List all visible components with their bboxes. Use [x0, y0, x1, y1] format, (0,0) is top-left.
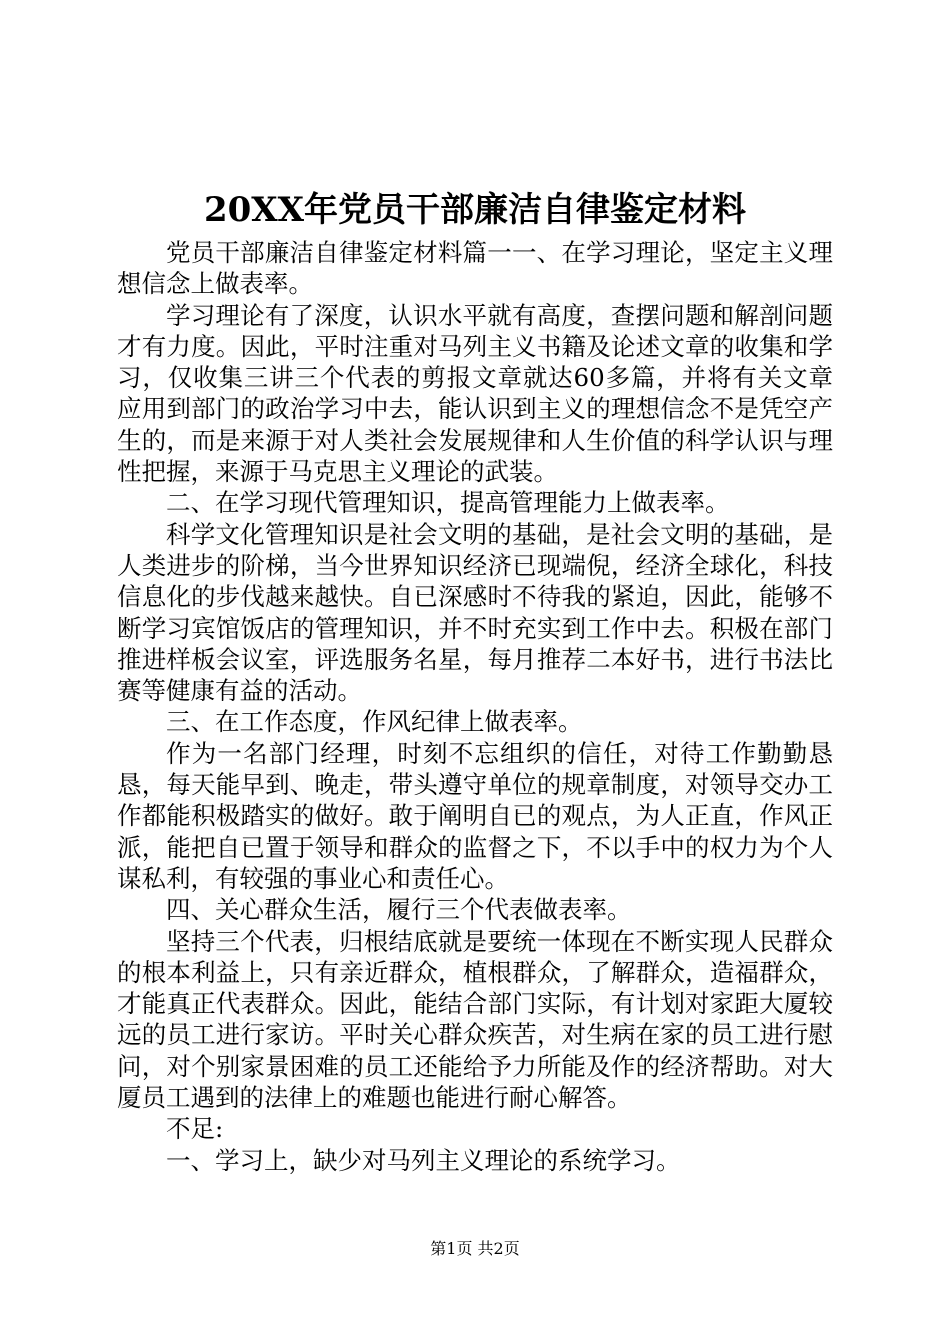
- paragraph: 科学文化管理知识是社会文明的基础，是社会文明的基础，是人类进步的阶梯，当今世界知识经济已现端倪，经济全球化，科技信息化的步伐越来越快。自已深感时不待我的紧迫，因此，能够不断学习宾馆饭店的管理知识，并不时充实到工作中去。积极在部门推进样板会议室，评选服务名星，每月推荐二本好书，进行书法比赛等健康有益的活动。: [117, 519, 833, 706]
- paragraph: 一、学习上，缺少对马列主义理论的系统学习。: [166, 1145, 681, 1175]
- paragraph: 学习理论有了深度，认识水平就有高度，查摆问题和解剖问题才有力度。因此，平时注重对马列主义书籍及论述文章的收集和学习，仅收集三讲三个代表的剪报文章就达60多篇，并将有关文章应用到部门的政治学习中去，能认识到主义的理想信念不是凭空产生的，而是来源于对人类社会发展规律和人生价值的科学认识与理性把握，来源于马克思主义理论的武装。: [117, 300, 833, 487]
- paragraph: 党员干部廉洁自律鉴定材料篇一一、在学习理论，坚定主义理想信念上做表率。: [117, 238, 833, 299]
- document-body: [117, 237, 833, 1176]
- page-number-footer: 第1页 共2页: [430, 1239, 520, 1258]
- paragraph: 不足:: [166, 1114, 224, 1144]
- paragraph: 三、在工作态度，作风纪律上做表率。: [166, 707, 583, 737]
- document-title: 20XX年党员干部廉洁自律鉴定材料: [203, 190, 747, 230]
- paragraph: 四、关心群众生活，履行三个代表做表率。: [166, 895, 632, 925]
- paragraph: 二、在学习现代管理知识，提高管理能力上做表率。: [166, 488, 730, 518]
- paragraph: 坚持三个代表，归根结底就是要统一体现在不断实现人民群众的根本利益上，只有亲近群众，植根群众，了解群众，造福群众，才能真正代表群众。因此，能结合部门实际，有计划对家距大厦较远的员工进行家访。平时关心群众疾苦，对生病在家的员工进行慰问，对个别家景困难的员工还能给予力所能及作的经济帮助。对大厦员工遇到的法律上的难题也能进行耐心解答。: [117, 926, 833, 1113]
- paragraph: 作为一名部门经理，时刻不忘组织的信任，对待工作勤勤恳恳，每天能早到、晚走，带头遵守单位的规章制度，对领导交办工作都能积极踏实的做好。敢于阐明自已的观点，为人正直，作风正派，能把自已置于领导和群众的监督之下，不以手中的权力为个人谋私利，有较强的事业心和责任心。: [117, 738, 833, 893]
